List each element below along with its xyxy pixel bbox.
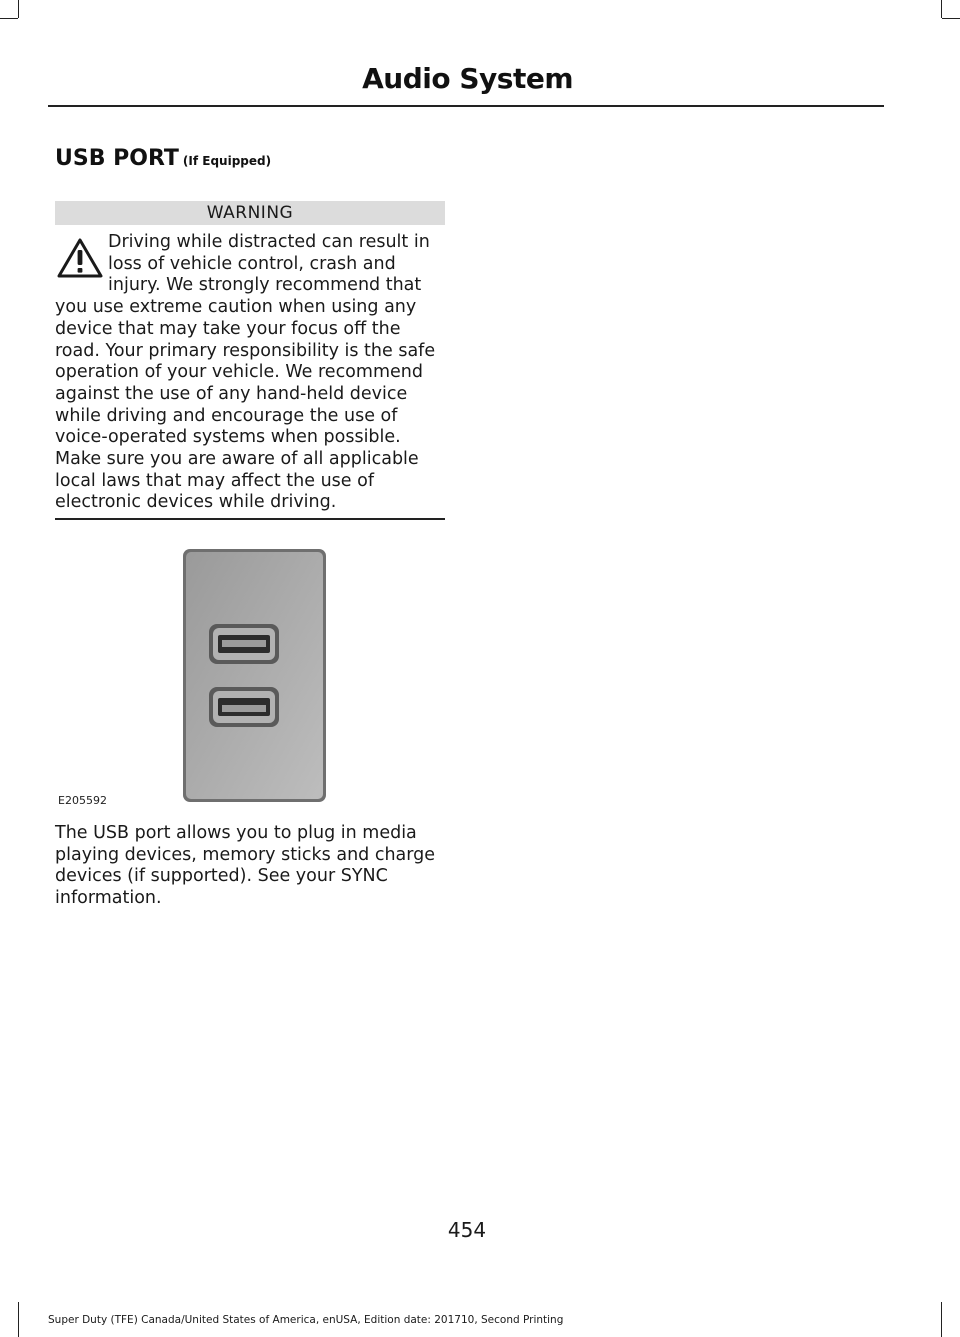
crop-mark bbox=[942, 18, 960, 19]
warning-label: WARNING bbox=[55, 201, 445, 225]
crop-mark bbox=[0, 18, 18, 19]
page-number: 454 bbox=[447, 1218, 487, 1242]
icon-spacer bbox=[55, 232, 108, 292]
crop-mark bbox=[941, 0, 942, 18]
crop-mark bbox=[18, 1302, 19, 1337]
warning-body: Driving while distracted can result in loss of vehicle control, crash and injury. We strongly recommend that you use extreme caution when using any device that may take your focus off the road. Your primary responsibility is the safe operation of your vehicle. We recommend against the use of any hand-held device while driving and encourage the use of voice-operated systems when possible. Make sure you are aware of all applicable local laws that may affect the use of electronic devices while driving. bbox=[55, 232, 436, 513]
section-title-text: USB PORT bbox=[55, 146, 179, 171]
header-rule bbox=[48, 105, 884, 107]
crop-mark bbox=[18, 0, 19, 18]
section-title bbox=[55, 146, 271, 171]
footer-publication: Super Duty (TFE) Canada/United States of America, enUSA, Edition date: 201710, Second Printing bbox=[48, 1314, 564, 1326]
figure-code: E205592 bbox=[58, 794, 107, 807]
warning-text bbox=[55, 232, 450, 514]
page-header-title: Audio System bbox=[362, 62, 573, 95]
crop-mark bbox=[941, 1302, 942, 1337]
section-qualifier: (If Equipped) bbox=[182, 154, 272, 168]
usb-port-illustration bbox=[182, 548, 327, 803]
warning-rule bbox=[55, 518, 445, 520]
body-paragraph: The USB port allows you to plug in media playing devices, memory sticks and charge devices (if supported). See your SYNC information. bbox=[55, 823, 436, 909]
